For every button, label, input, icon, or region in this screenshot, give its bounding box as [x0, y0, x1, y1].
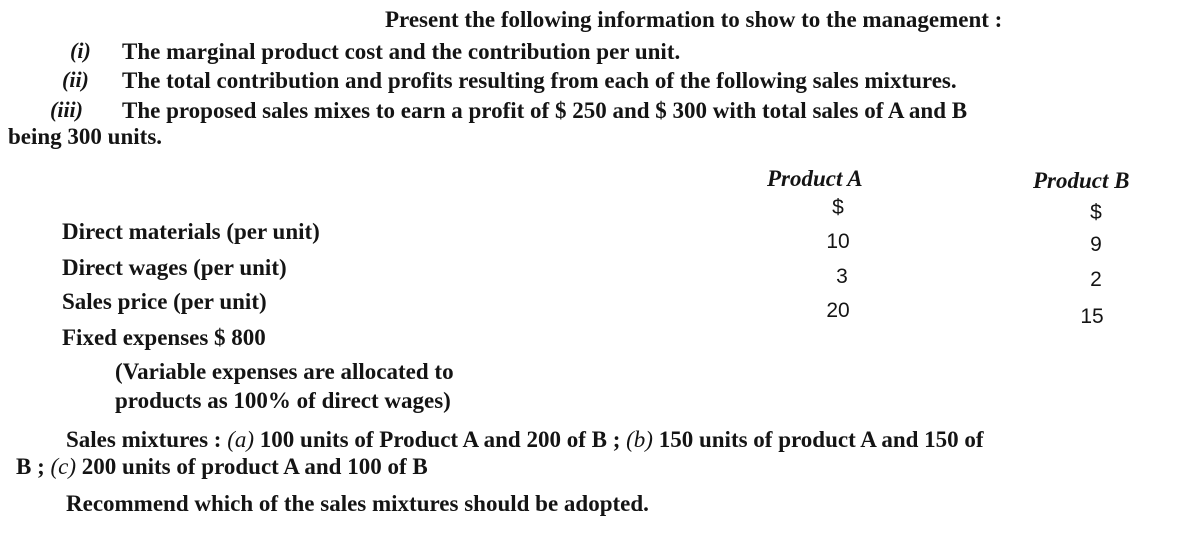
value-b-direct-materials: 9	[1090, 233, 1102, 256]
sales-mixtures-line1	[66, 426, 984, 454]
sales-mixtures-line2	[16, 453, 428, 481]
item-iii-continuation: being 300 units.	[8, 124, 163, 149]
variable-expense-note-line2: products as 100% of direct wages)	[115, 388, 451, 413]
column-header-product-b: Product B	[1033, 168, 1130, 193]
value-b-direct-wages: 2	[1090, 268, 1102, 291]
fixed-expenses: Fixed expenses $ 800	[62, 325, 266, 350]
mixture-a-tag: (a)	[227, 427, 255, 452]
recommendation-question: Recommend which of the sales mixtures should be adopted.	[66, 491, 649, 516]
mixture-a-text: 100 units of Product A and 200 of B ;	[254, 427, 627, 452]
item-iii-roman: (iii)	[50, 97, 83, 122]
value-a-sales-price: 20	[826, 299, 850, 322]
value-a-direct-wages: 3	[836, 265, 848, 288]
item-i-roman: (i)	[70, 38, 91, 63]
column-header-product-a: Product A	[767, 166, 863, 191]
mixture-b-tag: (b)	[626, 427, 653, 452]
row-label-direct-wages: Direct wages (per unit)	[62, 255, 287, 280]
row-label-sales-price: Sales price (per unit)	[62, 289, 267, 314]
currency-a: $	[832, 196, 844, 219]
item-ii-roman: (ii)	[62, 67, 89, 92]
row-label-direct-materials: Direct materials (per unit)	[62, 219, 320, 244]
mixture-b-text: 150 units of product A and 150 of	[652, 427, 984, 452]
item-ii-text: The total contribution and profits resulting from each of the following sales mixtures.	[122, 68, 957, 93]
value-a-direct-materials: 10	[826, 230, 850, 253]
item-iii-text: The proposed sales mixes to earn a profit of $ 250 and $ 300 with total sales of A and B	[122, 98, 968, 123]
mixture-line2-start: B ;	[16, 454, 51, 479]
value-b-sales-price: 15	[1080, 305, 1104, 328]
problem-heading: Present the following information to show to the management :	[385, 7, 1003, 32]
variable-expense-note-line1: (Variable expenses are allocated to	[115, 359, 454, 384]
sales-mixtures-lead: Sales mixtures :	[66, 427, 228, 452]
item-i-text: The marginal product cost and the contribution per unit.	[122, 39, 681, 64]
mixture-c-tag: (c)	[50, 454, 77, 479]
mixture-c-text: 200 units of product A and 100 of B	[76, 454, 428, 479]
currency-b: $	[1090, 201, 1102, 224]
